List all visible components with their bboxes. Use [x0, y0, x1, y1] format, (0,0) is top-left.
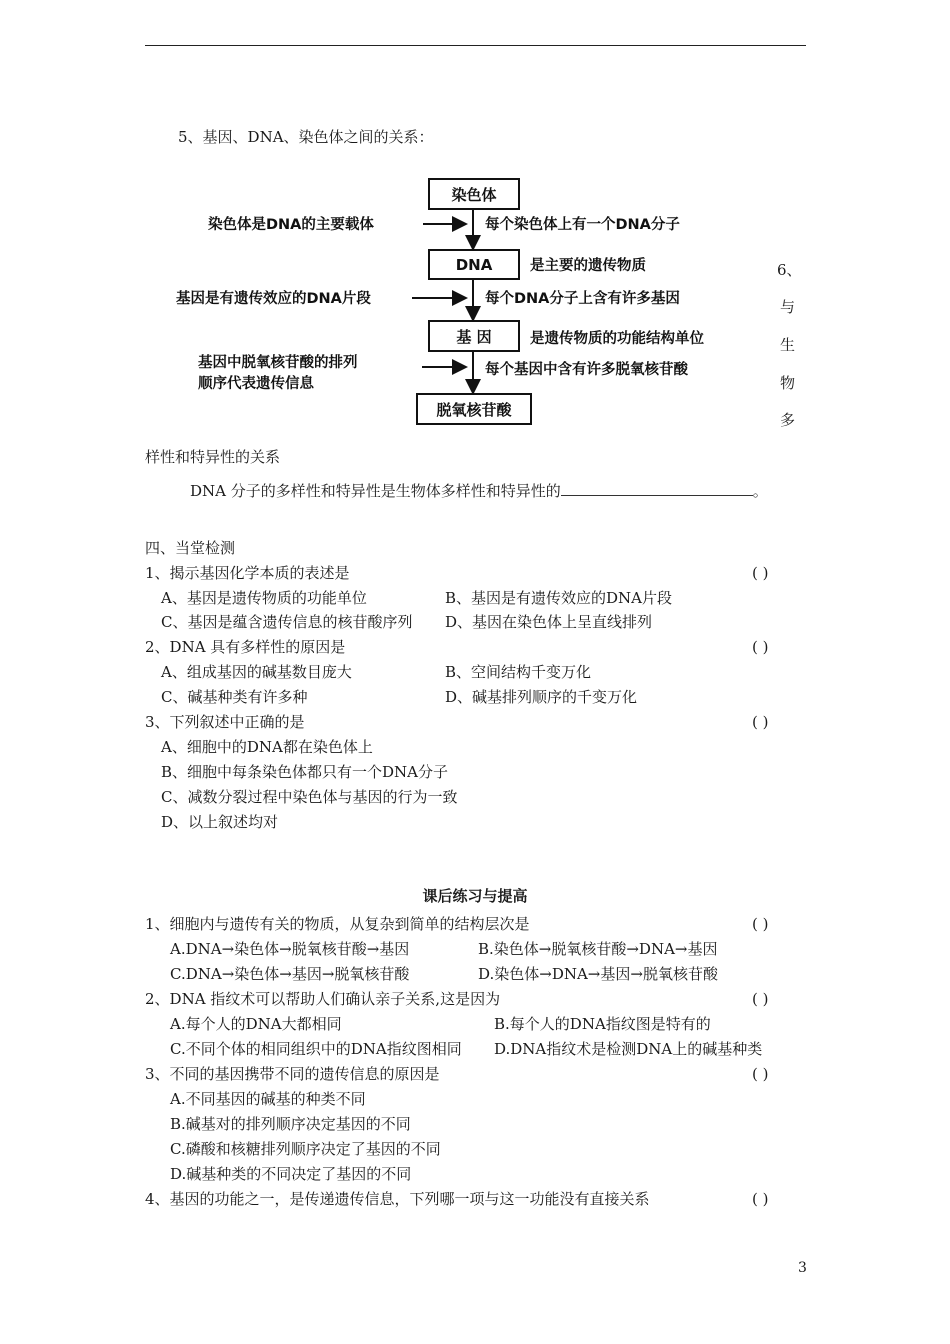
fill-blank[interactable]	[561, 481, 753, 496]
practice-q2-option-a: A.每个人的DNA大都相同	[170, 1015, 342, 1033]
page-number: 3	[798, 1260, 807, 1276]
check-q2-option-c: C、碱基种类有许多种	[161, 688, 308, 706]
practice-q3-option-a: A.不同基因的碱基的种类不同	[170, 1090, 366, 1108]
check-q1-answer-paren[interactable]: ( )	[752, 564, 769, 582]
practice-q2-option-d: D.DNA指纹术是检测DNA上的碱基种类	[494, 1040, 763, 1058]
practice-title: 课后练习与提高	[422, 887, 528, 905]
section6-vchar-3: 物	[780, 374, 796, 392]
check-q2-option-d: D、碱基排列顺序的千变万化	[445, 688, 638, 706]
sentence-end: 。	[752, 482, 768, 500]
section6-sentence	[190, 481, 768, 501]
chromosome-label: 染色体	[451, 186, 497, 204]
check-q3-stem: 3、下列叙述中正确的是	[145, 713, 305, 731]
practice-q1-stem: 1、细胞内与遗传有关的物质，从复杂到简单的结构层次是	[145, 915, 530, 933]
check-q3-answer-paren[interactable]: ( )	[752, 713, 769, 731]
gene-label: 基 因	[456, 328, 492, 346]
check-q3-option-d: D、以上叙述均对	[161, 813, 279, 831]
practice-q2-stem: 2、DNA 指纹术可以帮助人们确认亲子关系,这是因为	[145, 990, 501, 1008]
practice-q1-answer-paren[interactable]: ( )	[752, 915, 769, 933]
left-text-1: 染色体是DNA的主要载体	[208, 217, 374, 233]
practice-q3-option-b: B.碱基对的排列顺序决定基因的不同	[170, 1115, 411, 1133]
check-q1-option-c: C、基因是蕴含遗传信息的核苷酸序列	[161, 613, 413, 631]
practice-q1-option-b: B.染色体→脱氧核苷酸→DNA→基因	[478, 940, 718, 958]
section6-vchar-1: 与	[780, 298, 796, 316]
check-q1-stem: 1、揭示基因化学本质的表述是	[145, 564, 350, 582]
section6-vchar-2: 生	[780, 336, 796, 354]
check-q3-option-a: A、细胞中的DNA都在染色体上	[161, 738, 373, 756]
check-q2-answer-paren[interactable]: ( )	[752, 638, 769, 656]
check-q3-option-c: C、减数分裂过程中染色体与基因的行为一致	[161, 788, 458, 806]
practice-q1-option-d: D.染色体→DNA→基因→脱氧核苷酸	[478, 965, 718, 983]
check-q2-option-a: A、组成基因的碱基数目庞大	[161, 663, 352, 681]
relationship-diagram	[160, 170, 780, 440]
check-q1-option-b: B、基因是有遗传效应的DNA片段	[445, 589, 673, 607]
right-text-2: 是主要的遗传物质	[530, 258, 646, 274]
practice-q2-option-c: C.不同个体的相同组织中的DNA指纹图相同	[170, 1040, 462, 1058]
practice-q1-option-c: C.DNA→染色体→基因→脱氧核苷酸	[170, 965, 410, 983]
section6-sentence-text: DNA 分子的多样性和特异性是生物体多样性和特异性的	[190, 482, 561, 500]
practice-q3-answer-paren[interactable]: ( )	[752, 1065, 769, 1083]
nucleotide-label: 脱氧核苷酸	[436, 401, 512, 419]
check-q2-option-b: B、空间结构千变万化	[445, 663, 592, 681]
check-q1-option-d: D、基因在染色体上呈直线排列	[445, 613, 653, 631]
practice-q1-option-a: A.DNA→染色体→脱氧核苷酸→基因	[170, 940, 410, 958]
left-text-2: 基因是有遗传效应的DNA片段	[176, 291, 371, 307]
right-text-1: 每个染色体上有一个DNA分子	[485, 217, 680, 233]
practice-q2-answer-paren[interactable]: ( )	[752, 990, 769, 1008]
header-rule	[145, 45, 806, 46]
right-text-5: 每个基因中含有许多脱氧核苷酸	[485, 362, 688, 378]
section5-heading: 5、基因、DNA、染色体之间的关系：	[178, 128, 434, 146]
section6-number: 6、	[777, 261, 802, 279]
practice-q3-stem: 3、不同的基因携带不同的遗传信息的原因是	[145, 1065, 440, 1083]
check-q1-option-a: A、基因是遗传物质的功能单位	[161, 589, 367, 607]
dna-label: DNA	[455, 256, 493, 274]
practice-q3-option-d: D.碱基种类的不同决定了基因的不同	[170, 1165, 412, 1183]
check-q2-stem: 2、DNA 具有多样性的原因是	[145, 638, 346, 656]
right-text-3: 每个DNA分子上含有许多基因	[485, 291, 680, 307]
section6-continuation: 样性和特异性的关系	[145, 448, 281, 466]
check-q3-option-b: B、细胞中每条染色体都只有一个DNA分子	[161, 763, 449, 781]
left-text-3b: 顺序代表遗传信息	[198, 376, 314, 392]
practice-q3-option-c: C.磷酸和核糖排列顺序决定了基因的不同	[170, 1140, 441, 1158]
practice-q4-answer-paren[interactable]: ( )	[752, 1190, 769, 1208]
section6-vchar-4: 多	[780, 411, 796, 429]
left-text-3a: 基因中脱氧核苷酸的排列	[198, 355, 358, 371]
right-text-4: 是遗传物质的功能结构单位	[530, 331, 704, 347]
practice-q2-option-b: B.每个人的DNA指纹图是特有的	[494, 1015, 711, 1033]
check-title: 四、当堂检测	[145, 539, 236, 557]
practice-q4-stem: 4、基因的功能之一，是传递遗传信息，下列哪一项与这一功能没有直接关系	[145, 1190, 650, 1208]
